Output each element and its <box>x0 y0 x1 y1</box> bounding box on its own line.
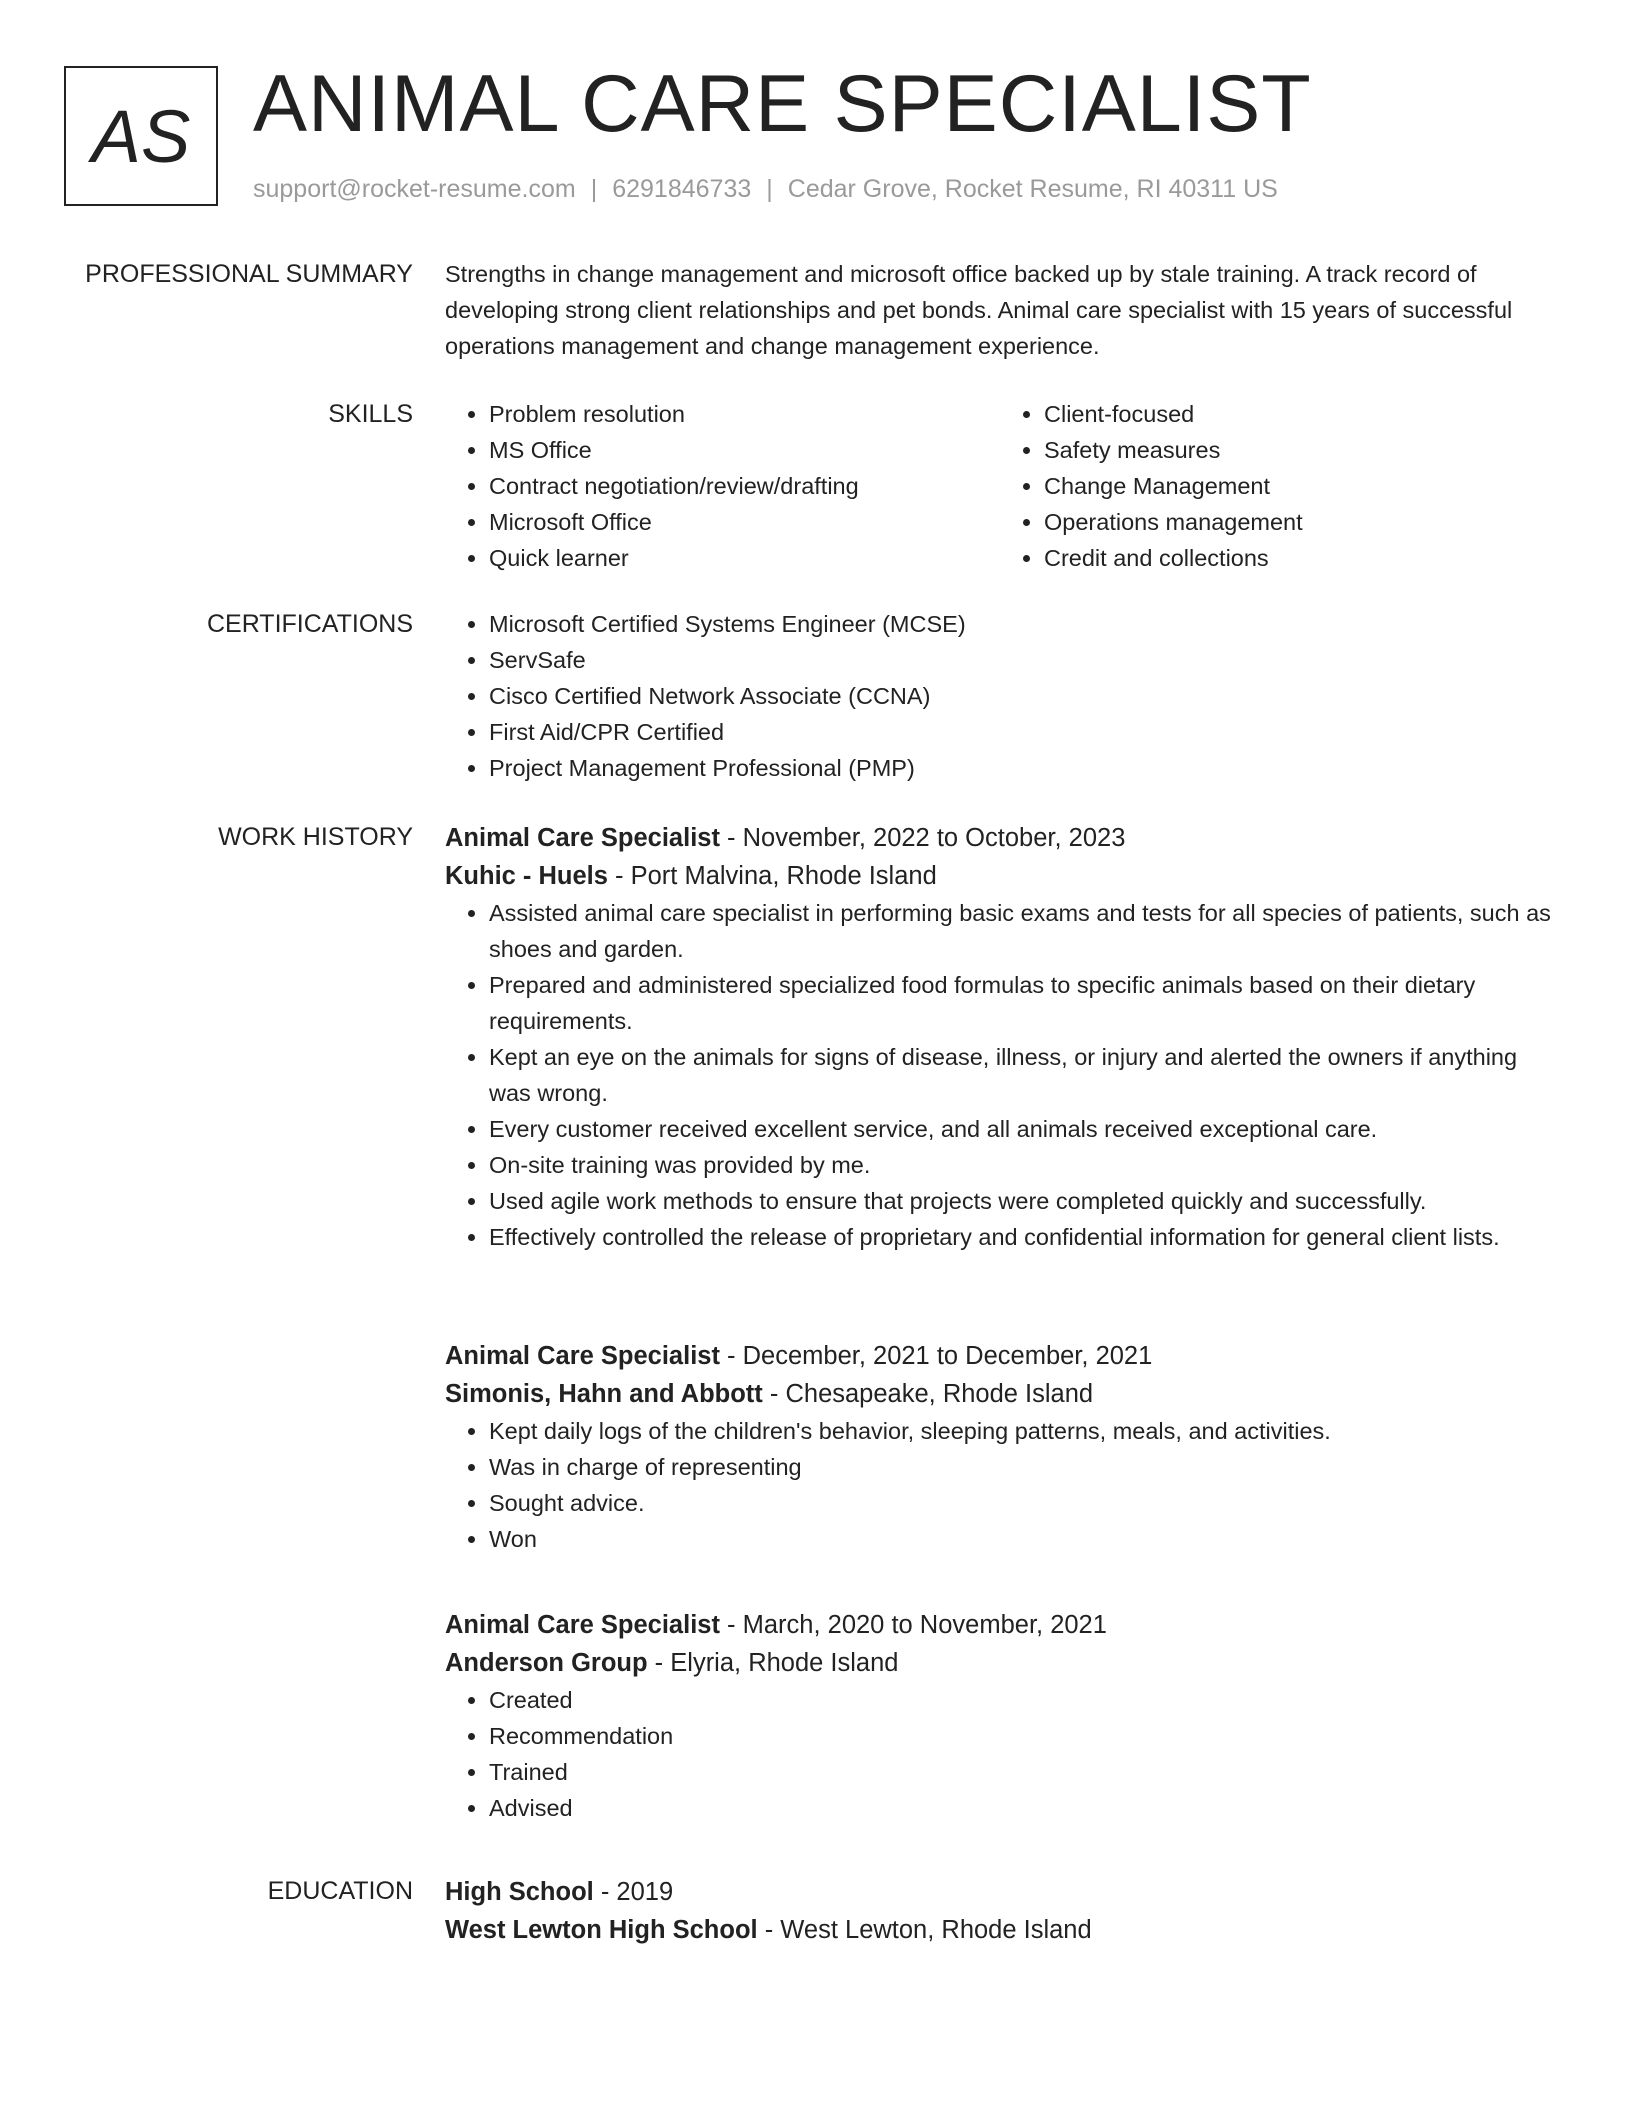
job-bullets <box>445 1413 1555 1557</box>
education-body <box>445 1873 1555 1949</box>
job-body <box>445 819 1555 1255</box>
skills-list-right <box>1000 396 1555 576</box>
dash: - <box>719 824 743 852</box>
skill-item: • Change Management <box>1044 468 1555 504</box>
job-dates: November, 2022 to October, 2023 <box>742 824 1126 852</box>
job-bullet: • Prepared and administered specialized food formulas to specific animals based on their dietary requirements. <box>489 967 1555 1039</box>
job-bullets <box>445 895 1555 1255</box>
job-bullet: • Recommendation <box>489 1718 1555 1754</box>
skill-item: • Safety measures <box>1044 432 1555 468</box>
dash: - <box>607 862 631 890</box>
skills-columns <box>445 396 1555 576</box>
job-bullet: • Won <box>489 1521 1555 1557</box>
job-company-line <box>445 1375 1555 1413</box>
skill-item: • Problem resolution <box>489 396 1000 432</box>
job-title-line <box>445 819 1555 857</box>
certification-item: • Microsoft Certified Systems Engineer (MCSE) <box>489 606 1555 642</box>
job-company-line <box>445 1644 1555 1682</box>
education-school-line <box>445 1911 1555 1949</box>
certification-item: • Cisco Certified Network Associate (CCNA) <box>489 678 1555 714</box>
job-bullet: • Kept daily logs of the children's behavior, sleeping patterns, meals, and activities. <box>489 1413 1555 1449</box>
job-title: Animal Care Specialist <box>445 824 720 852</box>
education-heading: EDUCATION <box>267 1877 413 1905</box>
dash: - <box>593 1878 617 1906</box>
job-bullets <box>445 1682 1555 1826</box>
certification-item: • ServSafe <box>489 642 1555 678</box>
certifications-heading: CERTIFICATIONS <box>206 610 413 638</box>
job-bullet: • Effectively controlled the release of proprietary and confidential information for general client lists. <box>489 1219 1555 1255</box>
job-title: Animal Care Specialist <box>445 1611 720 1639</box>
job-company: Anderson Group <box>445 1649 648 1677</box>
job-dates: December, 2021 to December, 2021 <box>742 1342 1153 1370</box>
certification-item: • Project Management Professional (PMP) <box>489 750 1555 786</box>
resume-title: ANIMAL CARE SPECIALIST <box>253 59 1312 149</box>
job-bullet: • Kept an eye on the animals for signs of disease, illness, or injury and alerted the owners if anything was wrong. <box>489 1039 1555 1111</box>
monogram-badge <box>64 66 218 206</box>
dash: - <box>719 1342 743 1370</box>
job-location: Port Malvina, Rhode Island <box>630 862 937 890</box>
skill-item: • Microsoft Office <box>489 504 1000 540</box>
education-school: West Lewton High School <box>445 1916 758 1944</box>
skill-item: • MS Office <box>489 432 1000 468</box>
job-bullet: • Assisted animal care specialist in performing basic exams and tests for all species of patients, such as shoes and garden. <box>489 895 1555 967</box>
job-title-line <box>445 1337 1555 1375</box>
dash: - <box>647 1649 671 1677</box>
job-bullet: • Every customer received excellent service, and all animals received exceptional care. <box>489 1111 1555 1147</box>
education-degree: High School <box>445 1878 594 1906</box>
skill-item: • Operations management <box>1044 504 1555 540</box>
skill-item: • Quick learner <box>489 540 1000 576</box>
job-bullet: • Created <box>489 1682 1555 1718</box>
skill-item: • Client-focused <box>1044 396 1555 432</box>
job-title-line <box>445 1606 1555 1644</box>
job-bullet: • Was in charge of representing <box>489 1449 1555 1485</box>
job-bullet: • Advised <box>489 1790 1555 1826</box>
job-title: Animal Care Specialist <box>445 1342 720 1370</box>
education-year: 2019 <box>616 1878 674 1906</box>
summary-text: Strengths in change management and microsoft office backed up by stale training. A track record of developing strong client relationships and pet bonds. Animal care specialist with 15 years of successful operations management and change management experience. <box>445 261 1513 359</box>
job-company: Kuhic - Huels <box>445 862 608 890</box>
job-bullet: • Used agile work methods to ensure that projects were completed quickly and successfully. <box>489 1183 1555 1219</box>
job-body <box>445 1337 1555 1557</box>
job-body <box>445 1606 1555 1826</box>
contact-separator: | <box>766 175 773 203</box>
dash: - <box>719 1611 743 1639</box>
certifications-list <box>445 606 1555 786</box>
monogram-initials: AS <box>91 94 191 178</box>
work-history-heading: WORK HISTORY <box>218 823 413 851</box>
contact-separator: | <box>590 175 598 203</box>
skill-item: • Contract negotiation/review/drafting <box>489 468 1000 504</box>
job-company: Simonis, Hahn and Abbott <box>445 1380 763 1408</box>
job-bullet: • Sought advice. <box>489 1485 1555 1521</box>
contact-line <box>253 172 1278 206</box>
job-location: Chesapeake, Rhode Island <box>785 1380 1094 1408</box>
contact-email[interactable]: support@rocket-resume.com <box>253 175 576 203</box>
job-bullet: • Trained <box>489 1754 1555 1790</box>
contact-phone[interactable]: 6291846733 <box>612 175 752 203</box>
education-location: West Lewton, Rhode Island <box>780 1916 1092 1944</box>
job-company-line <box>445 857 1555 895</box>
contact-address: Cedar Grove, Rocket Resume, RI 40311 US <box>787 175 1278 203</box>
job-dates: March, 2020 to November, 2021 <box>742 1611 1107 1639</box>
dash: - <box>762 1380 786 1408</box>
summary-body <box>445 256 1555 364</box>
skill-item: • Credit and collections <box>1044 540 1555 576</box>
job-location: Elyria, Rhode Island <box>670 1649 899 1677</box>
job-bullet: • On-site training was provided by me. <box>489 1147 1555 1183</box>
skills-heading: SKILLS <box>328 400 413 428</box>
education-degree-line <box>445 1873 1555 1911</box>
certification-item: • First Aid/CPR Certified <box>489 714 1555 750</box>
dash: - <box>757 1916 781 1944</box>
summary-heading: PROFESSIONAL SUMMARY <box>85 260 413 288</box>
certifications-body <box>445 606 1555 786</box>
skills-list-left <box>445 396 1000 576</box>
